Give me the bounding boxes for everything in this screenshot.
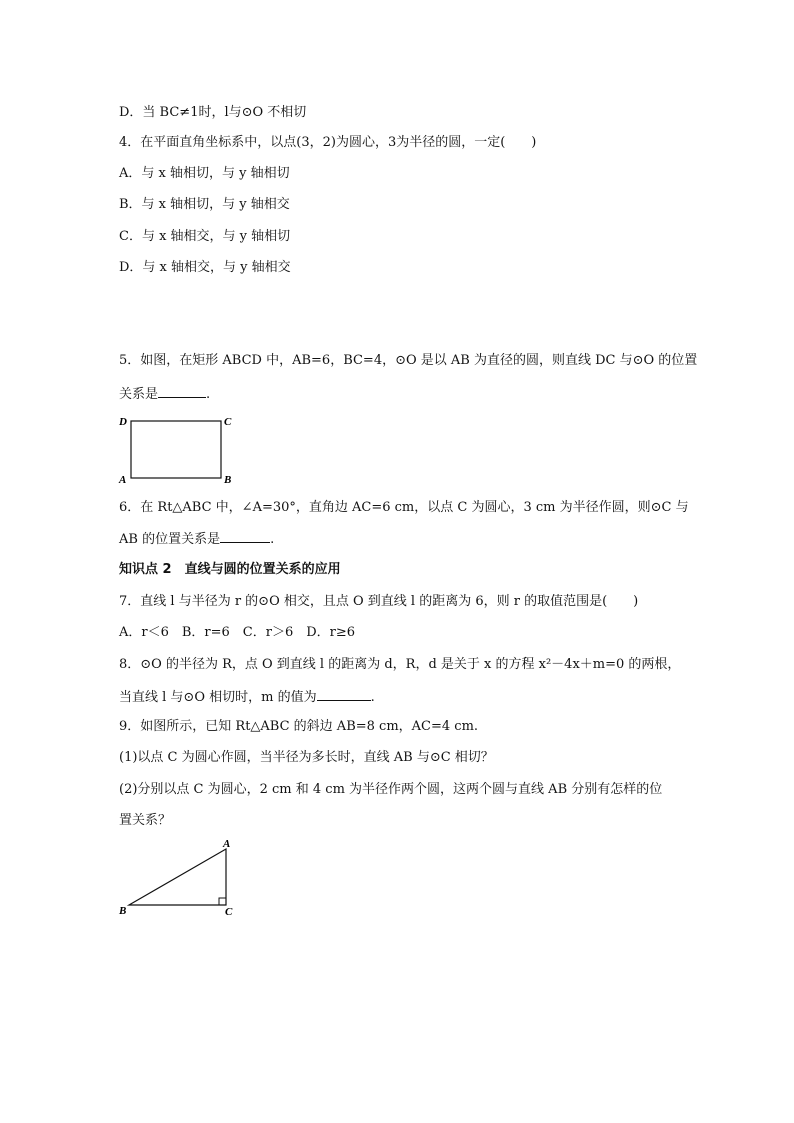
period: . bbox=[206, 387, 211, 402]
q9-part2: (2)分别以点 C 为圆心，2 cm 和 4 cm 为半径作两个圆，这两个圆与直线 AB 分别有怎样的位 bbox=[119, 782, 663, 797]
q4-option-c: C．与 x 轴相交，与 y 轴相切 bbox=[119, 229, 291, 244]
q5-text: 关系是 bbox=[119, 387, 159, 402]
q5-stem-cont bbox=[119, 384, 210, 404]
answer-blank bbox=[220, 529, 270, 543]
q8-text: 当直线 l 与⊙O 相切时，m 的值为 bbox=[119, 690, 317, 705]
rectangle-abcd bbox=[131, 421, 221, 478]
q4-option-d: D．与 x 轴相交，与 y 轴相交 bbox=[119, 260, 291, 275]
q7-options: A．r＜6 B．r=6 C．r＞6 D．r≥6 bbox=[119, 625, 356, 640]
q9-part2-cont: 置关系？ bbox=[119, 813, 172, 828]
q6-stem-cont bbox=[119, 529, 274, 549]
answer-blank bbox=[158, 384, 206, 398]
label-d: D bbox=[119, 416, 127, 428]
q9-stem: 9．如图所示，已知 Rt△ABC 的斜边 AB=8 cm，AC=4 cm. bbox=[119, 719, 479, 734]
label-b: B bbox=[119, 905, 127, 917]
right-angle-mark bbox=[219, 898, 226, 905]
period: . bbox=[370, 690, 375, 705]
label-a: A bbox=[223, 838, 231, 850]
label-c: C bbox=[225, 906, 233, 918]
q7-stem: 7．直线 l 与半径为 r 的⊙O 相交，且点 O 到直线 l 的距离为 6，则 r 的取值范围是( ) bbox=[119, 594, 639, 609]
q4-option-a: A．与 x 轴相切，与 y 轴相切 bbox=[119, 166, 290, 181]
triangle-figure bbox=[116, 835, 246, 919]
q6-text: AB 的位置关系是 bbox=[119, 532, 221, 547]
label-b: B bbox=[224, 474, 232, 486]
q4-option-b: B．与 x 轴相切，与 y 轴相交 bbox=[119, 197, 290, 212]
q8-stem-cont bbox=[119, 687, 375, 707]
label-c: C bbox=[224, 416, 232, 428]
period: . bbox=[270, 532, 275, 547]
label-a: A bbox=[119, 474, 127, 486]
section-heading: 知识点 2 直线与圆的位置关系的应用 bbox=[119, 562, 341, 577]
q5-stem: 5．如图，在矩形 ABCD 中，AB=6，BC=4，⊙O 是以 AB 为直径的圆，则直线 DC 与⊙O 的位置 bbox=[119, 353, 698, 368]
q3-option-d: D．当 BC≠1时，l与⊙O 不相切 bbox=[119, 105, 307, 120]
q4-stem: 4．在平面直角坐标系中，以点(3，2)为圆心，3为半径的圆，一定( ) bbox=[119, 135, 537, 150]
triangle-abc bbox=[129, 849, 226, 905]
q9-part1: (1)以点 C 为圆心作圆，当半径为多长时，直线 AB 与⊙C 相切？ bbox=[119, 750, 494, 765]
answer-blank bbox=[317, 687, 371, 701]
q8-stem: 8．⊙O 的半径为 R，点 O 到直线 l 的距离为 d，R，d 是关于 x 的方程 x²－4x＋m=0 的两根， bbox=[119, 657, 681, 672]
q6-stem: 6．在 Rt△ABC 中，∠A=30°，直角边 AC=6 cm，以点 C 为圆心，3 cm 为半径作圆，则⊙C 与 bbox=[119, 500, 689, 515]
rectangle-figure bbox=[116, 410, 246, 486]
